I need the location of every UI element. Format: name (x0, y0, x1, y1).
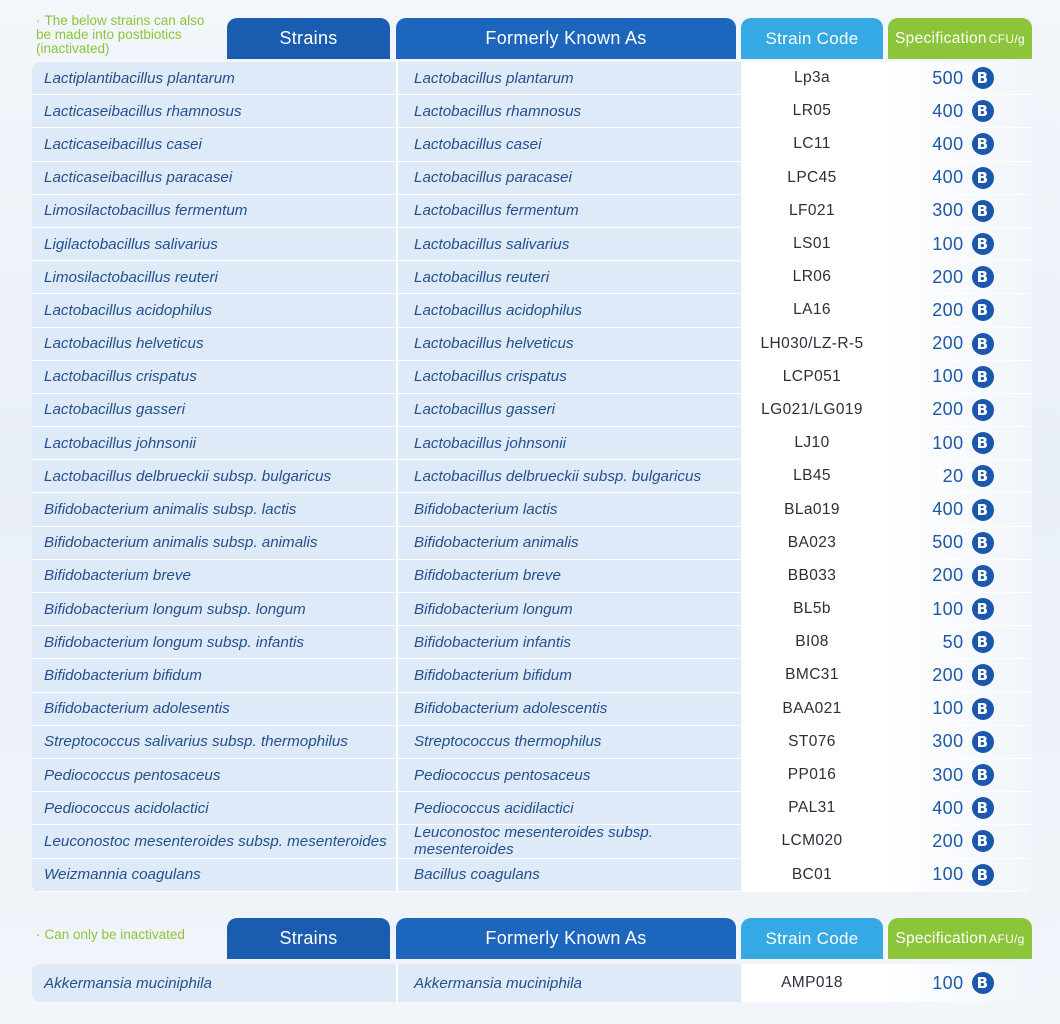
strain-name: Pediococcus acidolactici (32, 792, 396, 824)
specification (883, 759, 1032, 791)
header-strains: Strains (227, 918, 390, 959)
strain-name: Bifidobacterium animalis subsp. lactis (32, 493, 396, 525)
billion-badge-icon: B (972, 830, 994, 852)
table-row (32, 162, 1032, 195)
billion-badge-icon: B (972, 764, 994, 786)
strain-code: BA023 (741, 527, 883, 559)
strain-name: Bifidobacterium breve (32, 560, 396, 592)
strain-name: Limosilactobacillus reuteri (32, 261, 396, 293)
formerly-known-as: Bifidobacterium longum (396, 593, 741, 625)
table-row (32, 460, 1032, 493)
billion-badge-icon: B (972, 631, 994, 653)
strain-name: Limosilactobacillus fermentum (32, 195, 396, 227)
strain-name: Bifidobacterium longum subsp. infantis (32, 626, 396, 658)
strain-code: LA16 (741, 294, 883, 326)
spec-value: 100 (932, 864, 964, 885)
table-row (32, 261, 1032, 294)
table-row (32, 493, 1032, 526)
formerly-known-as: Lactobacillus delbrueckii subsp. bulgaricus (396, 460, 741, 492)
specification (883, 560, 1032, 592)
strain-code: AMP018 (741, 964, 883, 1002)
billion-badge-icon: B (972, 731, 994, 753)
strain-name: Lacticaseibacillus rhamnosus (32, 95, 396, 127)
billion-badge-icon: B (972, 864, 994, 886)
table-row (32, 693, 1032, 726)
formerly-known-as: Lactobacillus acidophilus (396, 294, 741, 326)
billion-badge-icon: B (972, 565, 994, 587)
formerly-known-as: Bifidobacterium infantis (396, 626, 741, 658)
formerly-known-as: Lactobacillus gasseri (396, 394, 741, 426)
note-bullet: · (36, 927, 41, 942)
spec-label: Specification (895, 29, 987, 47)
formerly-known-as: Bifidobacterium lactis (396, 493, 741, 525)
spec-value: 100 (932, 432, 964, 453)
inactivated-strains-table (32, 964, 1032, 1002)
table-row (32, 527, 1032, 560)
specification (883, 460, 1032, 492)
strain-code: LPC45 (741, 162, 883, 194)
specification (883, 62, 1032, 94)
table-row (32, 128, 1032, 161)
strain-name: Lactobacillus crispatus (32, 361, 396, 393)
spec-value: 400 (932, 797, 964, 818)
specification (883, 964, 1032, 1002)
specification (883, 659, 1032, 691)
strain-name: Lactobacillus johnsonii (32, 427, 396, 459)
spec-value: 100 (932, 698, 964, 719)
billion-badge-icon: B (972, 167, 994, 189)
header-strains: Strains (227, 18, 390, 59)
specification (883, 128, 1032, 160)
specification (883, 394, 1032, 426)
formerly-known-as: Lactobacillus salivarius (396, 228, 741, 260)
billion-badge-icon: B (972, 664, 994, 686)
billion-badge-icon: B (972, 532, 994, 554)
specification (883, 859, 1032, 891)
spec-value: 200 (932, 266, 964, 287)
billion-badge-icon: B (972, 499, 994, 521)
postbiotics-note (36, 14, 221, 56)
spec-value: 200 (932, 664, 964, 685)
strain-code: LS01 (741, 228, 883, 260)
billion-badge-icon: B (972, 797, 994, 819)
strain-code: PAL31 (741, 792, 883, 824)
inactivated-note (36, 928, 221, 942)
header-strain-code: Strain Code (741, 18, 883, 59)
strain-name: Lacticaseibacillus casei (32, 128, 396, 160)
table-row (32, 560, 1032, 593)
spec-unit: CFU/g (988, 31, 1025, 46)
table-row (32, 427, 1032, 460)
table-row (32, 228, 1032, 261)
note-bullet: · (36, 13, 41, 28)
specification (883, 493, 1032, 525)
billion-badge-icon: B (972, 200, 994, 222)
table-row (32, 626, 1032, 659)
spec-value: 500 (932, 532, 964, 553)
specification (883, 792, 1032, 824)
spec-unit: AFU/g (989, 931, 1025, 946)
table-row (32, 328, 1032, 361)
specification (883, 693, 1032, 725)
table-row (32, 964, 1032, 1002)
billion-badge-icon: B (972, 233, 994, 255)
spec-value: 200 (932, 299, 964, 320)
table-row (32, 792, 1032, 825)
specification (883, 726, 1032, 758)
strain-name: Weizmannia coagulans (32, 859, 396, 891)
strain-code: BC01 (741, 859, 883, 891)
specification (883, 593, 1032, 625)
formerly-known-as: Pediococcus acidilactici (396, 792, 741, 824)
spec-value: 400 (932, 133, 964, 154)
specification (883, 195, 1032, 227)
strain-code: ST076 (741, 726, 883, 758)
table-row (32, 294, 1032, 327)
formerly-known-as: Lactobacillus helveticus (396, 328, 741, 360)
formerly-known-as: Bifidobacterium animalis (396, 527, 741, 559)
billion-badge-icon: B (972, 67, 994, 89)
billion-badge-icon: B (972, 465, 994, 487)
spec-value: 400 (932, 167, 964, 188)
strain-code: Lp3a (741, 62, 883, 94)
billion-badge-icon: B (972, 299, 994, 321)
strain-code: BI08 (741, 626, 883, 658)
formerly-known-as: Lactobacillus casei (396, 128, 741, 160)
strain-name: Lactiplantibacillus plantarum (32, 62, 396, 94)
spec-value: 300 (932, 764, 964, 785)
formerly-known-as: Bifidobacterium breve (396, 560, 741, 592)
formerly-known-as: Streptococcus thermophilus (396, 726, 741, 758)
strain-code: LCP051 (741, 361, 883, 393)
spec-value: 100 (932, 366, 964, 387)
table-row (32, 659, 1032, 692)
billion-badge-icon: B (972, 266, 994, 288)
strain-code: BL5b (741, 593, 883, 625)
header-formerly-known-as: Formerly Known As (396, 918, 736, 959)
specification (883, 328, 1032, 360)
strain-name: Leuconostoc mesenteroides subsp. mesenteroides (32, 825, 396, 857)
strain-name: Bifidobacterium longum subsp. longum (32, 593, 396, 625)
formerly-known-as: Bifidobacterium bifidum (396, 659, 741, 691)
spec-value: 200 (932, 565, 964, 586)
strain-code: LB45 (741, 460, 883, 492)
strain-name: Bifidobacterium adolesentis (32, 693, 396, 725)
formerly-known-as: Lactobacillus fermentum (396, 195, 741, 227)
spec-value: 400 (932, 100, 964, 121)
table-row (32, 726, 1032, 759)
strain-name: Pediococcus pentosaceus (32, 759, 396, 791)
strain-name: Lactobacillus gasseri (32, 394, 396, 426)
billion-badge-icon: B (972, 598, 994, 620)
table-row (32, 859, 1032, 892)
billion-badge-icon: B (972, 399, 994, 421)
strain-code: LCM020 (741, 825, 883, 857)
table-row (32, 62, 1032, 95)
formerly-known-as: Lactobacillus reuteri (396, 261, 741, 293)
strain-code: LF021 (741, 195, 883, 227)
strains-table (32, 62, 1032, 892)
formerly-known-as: Lactobacillus plantarum (396, 62, 741, 94)
spec-value: 100 (932, 972, 964, 993)
table-row (32, 394, 1032, 427)
note-text: Can only be inactivated (44, 927, 185, 942)
strain-name: Lactobacillus acidophilus (32, 294, 396, 326)
spec-value: 200 (932, 830, 964, 851)
specification (883, 228, 1032, 260)
table-row (32, 361, 1032, 394)
formerly-known-as: Pediococcus pentosaceus (396, 759, 741, 791)
billion-badge-icon: B (972, 698, 994, 720)
strain-code: LJ10 (741, 427, 883, 459)
specification (883, 527, 1032, 559)
specification (883, 162, 1032, 194)
strain-code: BMC31 (741, 659, 883, 691)
specification (883, 427, 1032, 459)
strain-code: BB033 (741, 560, 883, 592)
formerly-known-as: Lactobacillus rhamnosus (396, 95, 741, 127)
specification (883, 294, 1032, 326)
header-specification (888, 918, 1032, 959)
strain-code: PP016 (741, 759, 883, 791)
formerly-known-as: Leuconostoc mesenteroides subsp. mesenteroides (396, 825, 741, 857)
strain-code: BAA021 (741, 693, 883, 725)
strain-name: Lactobacillus delbrueckii subsp. bulgaricus (32, 460, 396, 492)
spec-value: 50 (942, 631, 964, 652)
header-strain-code: Strain Code (741, 918, 883, 959)
billion-badge-icon: B (972, 333, 994, 355)
strain-name: Bifidobacterium animalis subsp. animalis (32, 527, 396, 559)
strain-name: Bifidobacterium bifidum (32, 659, 396, 691)
strain-code: LC11 (741, 128, 883, 160)
table-row (32, 759, 1032, 792)
strain-name: Streptococcus salivarius subsp. thermophilus (32, 726, 396, 758)
formerly-known-as: Lactobacillus crispatus (396, 361, 741, 393)
formerly-known-as: Lactobacillus paracasei (396, 162, 741, 194)
header-formerly-known-as: Formerly Known As (396, 18, 736, 59)
note-text: The below strains can also be made into postbiotics (inactivated) (36, 13, 205, 56)
spec-value: 400 (932, 499, 964, 520)
spec-value: 300 (932, 731, 964, 752)
specification (883, 95, 1032, 127)
spec-value: 200 (932, 399, 964, 420)
specification (883, 361, 1032, 393)
spec-value: 100 (932, 233, 964, 254)
spec-value: 500 (932, 67, 964, 88)
strain-code: LR05 (741, 95, 883, 127)
specification (883, 261, 1032, 293)
table-row (32, 95, 1032, 128)
spec-value: 20 (942, 465, 964, 486)
formerly-known-as: Bacillus coagulans (396, 859, 741, 891)
spec-value: 300 (932, 200, 964, 221)
billion-badge-icon: B (972, 366, 994, 388)
table-row (32, 593, 1032, 626)
spec-value: 100 (932, 598, 964, 619)
billion-badge-icon: B (972, 133, 994, 155)
strain-code: LH030/LZ-R-5 (741, 328, 883, 360)
strain-name: Akkermansia muciniphila (32, 964, 396, 1002)
strain-name: Ligilactobacillus salivarius (32, 228, 396, 260)
strain-code: BLa019 (741, 493, 883, 525)
strain-name: Lactobacillus helveticus (32, 328, 396, 360)
billion-badge-icon: B (972, 432, 994, 454)
header-specification (888, 18, 1032, 59)
billion-badge-icon: B (972, 100, 994, 122)
table-row (32, 195, 1032, 228)
spec-label: Specification (895, 929, 988, 947)
spec-value: 200 (932, 333, 964, 354)
strain-code: LG021/LG019 (741, 394, 883, 426)
specification (883, 626, 1032, 658)
formerly-known-as: Lactobacillus johnsonii (396, 427, 741, 459)
formerly-known-as: Akkermansia muciniphila (396, 964, 741, 1002)
table-row (32, 825, 1032, 858)
specification (883, 825, 1032, 857)
formerly-known-as: Bifidobacterium adolescentis (396, 693, 741, 725)
billion-badge-icon: B (972, 972, 994, 994)
strain-name: Lacticaseibacillus paracasei (32, 162, 396, 194)
strain-code: LR06 (741, 261, 883, 293)
